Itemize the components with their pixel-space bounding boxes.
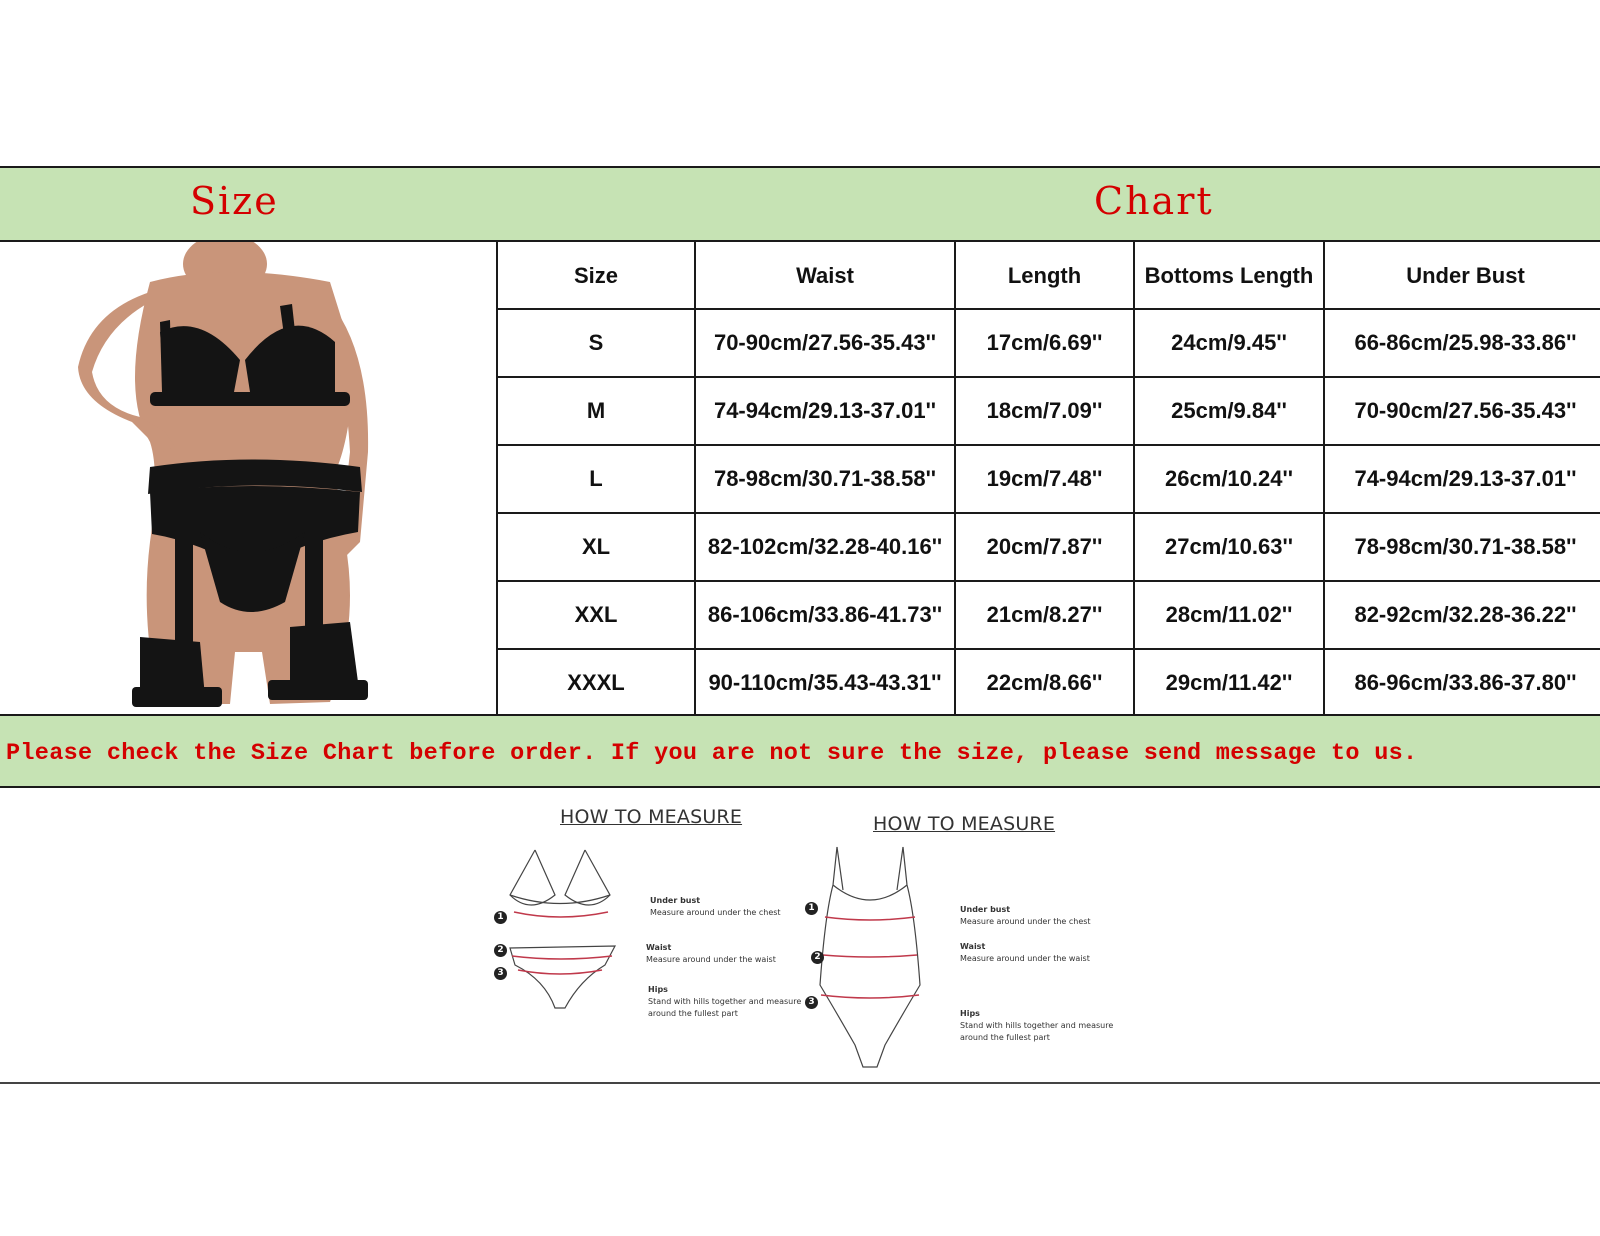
cell-waist: 70-90cm/27.56-35.43'' — [695, 309, 955, 377]
cell-waist: 90-110cm/35.43-43.31'' — [695, 649, 955, 717]
cell-size: S — [497, 309, 695, 377]
cell-size: L — [497, 445, 695, 513]
header-under-bust: Under Bust — [1324, 241, 1600, 309]
marker-3-left: 3 — [494, 967, 507, 980]
left-hips-label — [648, 984, 801, 1020]
label-title: Waist — [960, 942, 986, 951]
cell-length: 20cm/7.87'' — [955, 513, 1134, 581]
label-desc: Measure around under the waist — [960, 954, 1090, 963]
label-desc: Measure around under the chest — [960, 917, 1091, 926]
table-row — [497, 513, 1600, 581]
how-to-measure-title-right: HOW TO MEASURE — [873, 813, 1056, 835]
table-row — [497, 649, 1600, 717]
bodysuit-diagram — [815, 845, 925, 1070]
left-under-bust-label — [650, 895, 781, 919]
cell-under-bust: 66-86cm/25.98-33.86'' — [1324, 309, 1600, 377]
cell-length: 18cm/7.09'' — [955, 377, 1134, 445]
cell-length: 21cm/8.27'' — [955, 581, 1134, 649]
marker-2-left: 2 — [494, 944, 507, 957]
model-illustration — [0, 242, 496, 714]
header-waist: Waist — [695, 241, 955, 309]
cell-bottoms-length: 29cm/11.42'' — [1134, 649, 1324, 717]
label-desc: Stand with hills together and measure — [960, 1021, 1114, 1030]
cell-bottoms-length: 26cm/10.24'' — [1134, 445, 1324, 513]
table-row — [497, 581, 1600, 649]
header-bottoms-length: Bottoms Length — [1134, 241, 1324, 309]
bottom-divider — [0, 1082, 1600, 1084]
marker-3-right: 3 — [805, 996, 818, 1009]
cell-bottoms-length: 28cm/11.02'' — [1134, 581, 1324, 649]
cell-size: XL — [497, 513, 695, 581]
label-title: Hips — [648, 985, 668, 994]
cell-under-bust: 78-98cm/30.71-38.58'' — [1324, 513, 1600, 581]
right-under-bust-label — [960, 904, 1091, 928]
label-desc: Stand with hills together and measure — [648, 997, 802, 1006]
cell-waist: 82-102cm/32.28-40.16'' — [695, 513, 955, 581]
cell-bottoms-length: 27cm/10.63'' — [1134, 513, 1324, 581]
notice-text: Please check the Size Chart before order. If you are not sure the size, please send message to us. — [6, 740, 1418, 767]
title-size: Size — [190, 179, 279, 223]
table-row — [497, 445, 1600, 513]
cell-under-bust: 74-94cm/29.13-37.01'' — [1324, 445, 1600, 513]
cell-under-bust: 82-92cm/32.28-36.22'' — [1324, 581, 1600, 649]
bikini-diagram — [500, 840, 640, 1030]
cell-size: M — [497, 377, 695, 445]
marker-2-right: 2 — [811, 951, 824, 964]
header-size: Size — [497, 241, 695, 309]
marker-1-right: 1 — [805, 902, 818, 915]
right-waist-label — [960, 941, 1090, 965]
cell-size: XXL — [497, 581, 695, 649]
cell-bottoms-length: 25cm/9.84'' — [1134, 377, 1324, 445]
notice-band — [0, 714, 1600, 788]
cell-waist: 78-98cm/30.71-38.58'' — [695, 445, 955, 513]
label-desc: around the fullest part — [648, 1009, 738, 1018]
title-band — [0, 166, 1600, 242]
table-header-row — [497, 241, 1600, 309]
header-length: Length — [955, 241, 1134, 309]
cell-waist: 86-106cm/33.86-41.73'' — [695, 581, 955, 649]
label-title: Under bust — [960, 905, 1011, 914]
cell-under-bust: 70-90cm/27.56-35.43'' — [1324, 377, 1600, 445]
label-desc: Measure around under the waist — [646, 955, 776, 964]
cell-length: 22cm/8.66'' — [955, 649, 1134, 717]
size-table — [496, 240, 1600, 718]
label-desc: around the fullest part — [960, 1033, 1050, 1042]
right-hips-label — [960, 1008, 1113, 1044]
table-row — [497, 377, 1600, 445]
table-row — [497, 309, 1600, 377]
left-waist-label — [646, 942, 776, 966]
label-desc: Measure around under the chest — [650, 908, 781, 917]
cell-size: XXXL — [497, 649, 695, 717]
title-chart: Chart — [1094, 179, 1214, 223]
cell-bottoms-length: 24cm/9.45'' — [1134, 309, 1324, 377]
cell-under-bust: 86-96cm/33.86-37.80'' — [1324, 649, 1600, 717]
cell-waist: 74-94cm/29.13-37.01'' — [695, 377, 955, 445]
label-title: Waist — [646, 943, 672, 952]
label-title: Under bust — [650, 896, 701, 905]
cell-length: 19cm/7.48'' — [955, 445, 1134, 513]
how-to-measure-title-left: HOW TO MEASURE — [560, 806, 743, 828]
marker-1-left: 1 — [494, 911, 507, 924]
label-title: Hips — [960, 1009, 980, 1018]
product-photo — [0, 242, 496, 714]
cell-length: 17cm/6.69'' — [955, 309, 1134, 377]
